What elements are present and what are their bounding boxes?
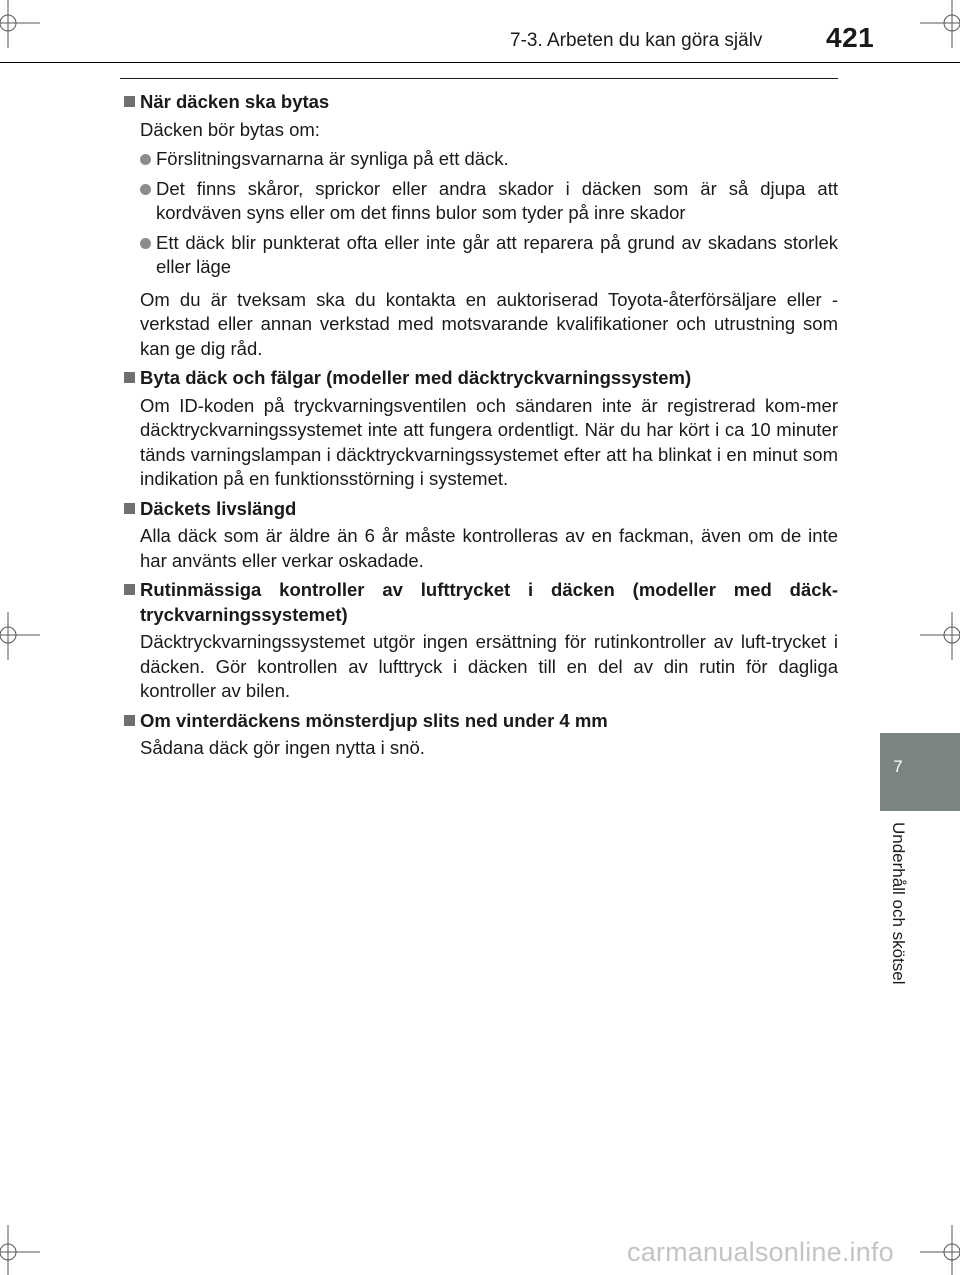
- header-divider: [0, 62, 960, 63]
- square-bullet-icon: [124, 584, 135, 595]
- section-heading: Däckets livslängd: [120, 497, 838, 522]
- square-bullet-icon: [124, 372, 135, 383]
- crop-mark-top-right: [920, 0, 960, 50]
- section-heading: Om vinterdäckens mönsterdjup slits ned under 4 mm: [120, 709, 838, 734]
- chapter-number: 7: [893, 757, 903, 776]
- square-bullet-icon: [124, 503, 135, 514]
- section-heading: Byta däck och fälgar (modeller med däcktryckvarningssystem): [120, 366, 838, 391]
- crop-mark-mid-right: [920, 612, 960, 662]
- circle-bullet-icon: [140, 154, 151, 165]
- square-bullet-icon: [124, 96, 135, 107]
- section-body: Däcktryckvarningssystemet utgör ingen ersättning för rutinkontroller av luft-trycket i däcken. Gör kontrollen av lufttryck i däcken till en del av din rutin för dagliga kontroller av bilen.: [140, 631, 838, 701]
- section-heading: När däcken ska bytas: [120, 90, 838, 115]
- section-heading: Rutinmässiga kontroller av lufttrycket i däcken (modeller med däck-tryckvarningssystemet): [120, 578, 838, 627]
- chapter-tab: [880, 733, 960, 811]
- list-item: Det finns skåror, sprickor eller andra skador i däcken som är så djupa att kordväven syns eller om det finns bulor som tyder på inre skador: [120, 177, 838, 226]
- section-body: Om du är tveksam ska du kontakta en auktoriserad Toyota-återförsäljare eller -verkstad eller annan verkstad med motsvarande kvalifikationer och utrustning som kan ge dig råd.: [140, 288, 838, 359]
- circle-bullet-icon: [140, 184, 151, 195]
- crop-mark-mid-left: [0, 612, 40, 662]
- section-body: Om ID-koden på tryckvarningsventilen och sändaren inte är registrerad kom-mer däcktryckvarningssystemet inte att fungera ordentligt. När du har kört i ca 10 minuter tänds varningslampan i däcktryckvarningssystemet efter att ha blinkat i en minut som indikation på en funktionsstörning i systemet.: [140, 394, 838, 489]
- circle-bullet-icon: [140, 238, 151, 249]
- section-intro: Däcken bör bytas om:: [140, 118, 320, 140]
- chapter-side-title: Underhåll och skötsel: [889, 822, 908, 985]
- section-body: Alla däck som är äldre än 6 år måste kontrolleras av en fackman, även om de inte har använts eller verkar oskadade.: [140, 525, 838, 571]
- crop-mark-bottom-right: [920, 1225, 960, 1275]
- list-item: Ett däck blir punkterat ofta eller inte går att reparera på grund av skadans storlek eller läge: [120, 231, 838, 280]
- page-content: [120, 90, 838, 766]
- section-body: Sådana däck gör ingen nytta i snö.: [140, 737, 425, 758]
- crop-mark-bottom-left: [0, 1225, 40, 1275]
- header-section-title: 7-3. Arbeten du kan göra själv: [510, 30, 763, 51]
- watermark: carmanualsonline.info: [627, 1237, 894, 1267]
- content-top-rule: [120, 78, 838, 79]
- crop-mark-top-left: [0, 0, 40, 50]
- page-number: 421: [826, 22, 875, 53]
- list-item: Förslitningsvarnarna är synliga på ett däck.: [120, 147, 838, 172]
- square-bullet-icon: [124, 715, 135, 726]
